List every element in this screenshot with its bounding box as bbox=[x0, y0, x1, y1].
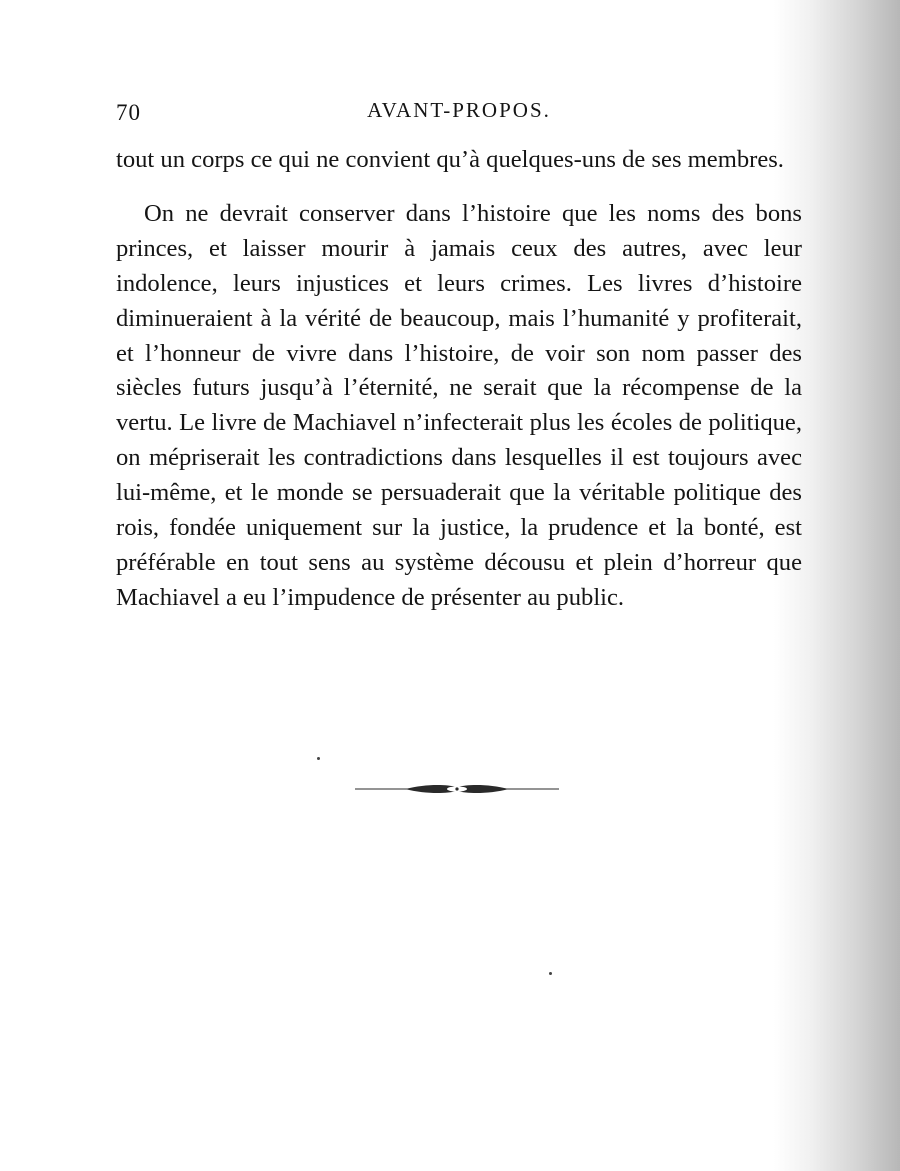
body-text bbox=[116, 143, 802, 616]
show-through-text bbox=[114, 664, 802, 699]
paragraph-continuation: tout un corps ce qui ne convient qu’à quelques-uns de ses membres. bbox=[116, 146, 784, 173]
print-speck bbox=[317, 757, 320, 760]
print-speck bbox=[549, 972, 552, 975]
page-header bbox=[116, 92, 802, 128]
tailpiece-ornament-icon bbox=[355, 778, 559, 800]
page-number: 70 bbox=[116, 100, 141, 125]
paragraph-main: On ne devrait conserver dans l’histoire que les noms des bons princes, et laisser mourir à jamais ceux des autres, avec leur indolence, leurs injustices et leurs crimes. Les livres d’histoire diminueraient à la vérité de beaucoup, mais l’humanité y profiterait, et l’honneur de vivre dans l’histoire, de voir son nom passer des siècles futurs jusqu’à l’éternité, ne serait que la récompense de la vertu. Le livre de Machiavel n’infecterait plus les écoles de politique, on mépriserait les contradictions dans lesquelles il est toujours avec lui-même, et le monde se persuaderait que la véritable politique des rois, fondée uniquement sur la justice, la prudence et la bonté, est préférable en tout sens au système décousu et plein d’horreur que Machiavel a eu l’impudence de présenter au public. bbox=[116, 199, 802, 611]
running-title: AVANT-PROPOS. bbox=[367, 98, 551, 122]
